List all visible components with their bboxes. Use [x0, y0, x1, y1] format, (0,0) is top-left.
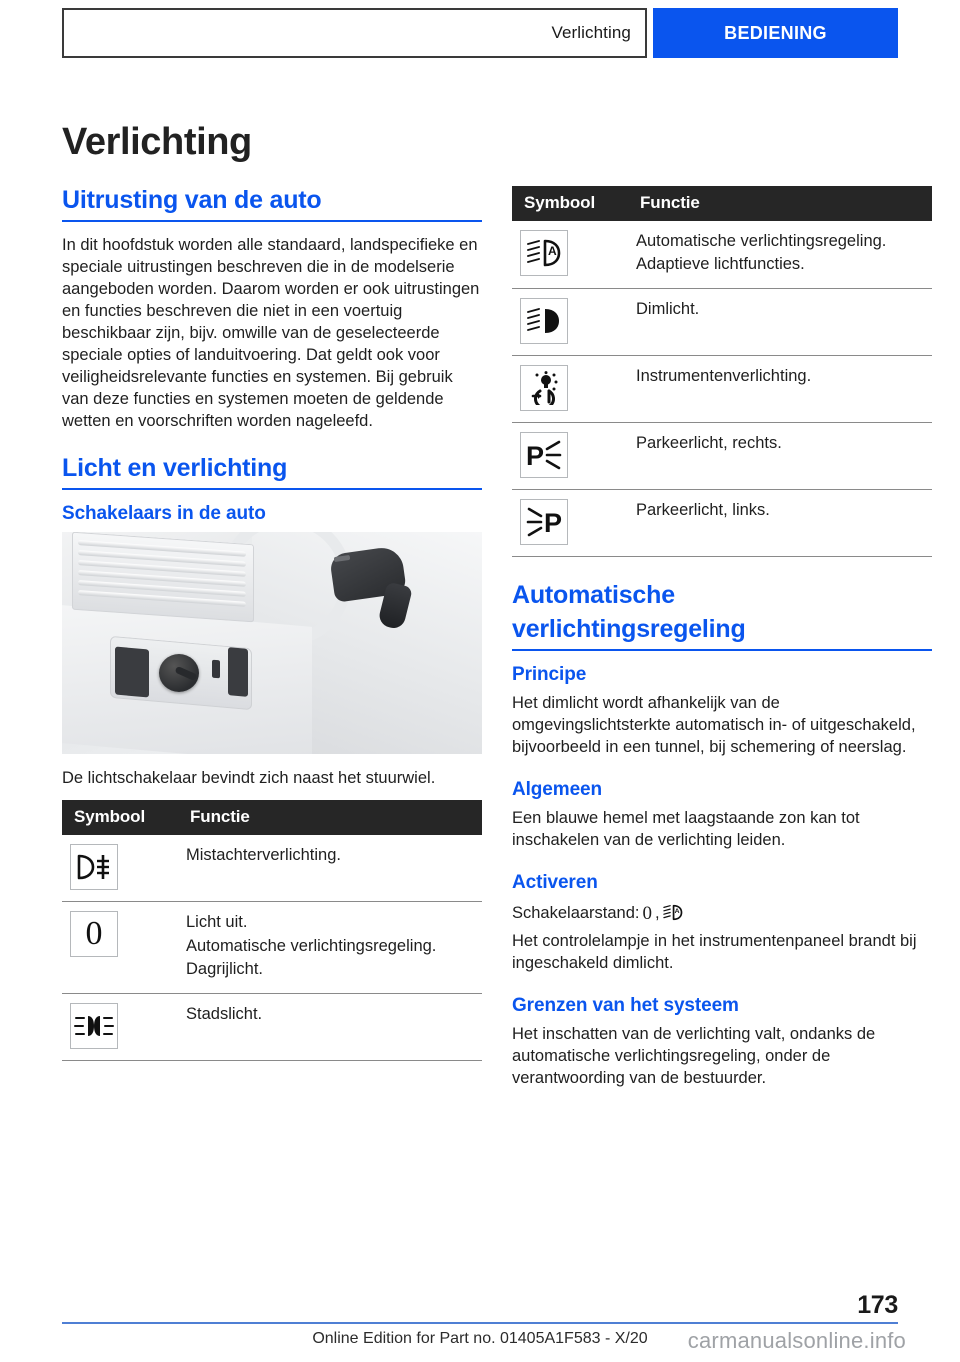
photo-switch-button-left: [115, 647, 149, 698]
function-line: Adaptieve lichtfuncties.: [636, 255, 805, 274]
low-beam-icon: [520, 298, 568, 344]
section-automatische-heading-line-2: verlichtingsregeling: [512, 614, 746, 643]
svg-text:A: A: [674, 907, 680, 915]
switch-position-label: Schakelaarstand:: [512, 903, 640, 922]
function-line: Mistachterverlichting.: [186, 846, 341, 865]
function-line: Dimlicht.: [636, 299, 700, 318]
table-row: [512, 422, 932, 489]
table-row: [62, 902, 482, 993]
table-header-row: [512, 186, 932, 221]
function-line: Licht uit.: [186, 913, 248, 932]
svg-text:P: P: [544, 507, 563, 537]
svg-text:P: P: [526, 440, 545, 470]
col-header-functie: Functie: [178, 800, 482, 835]
subsection-schakelaars-heading: Schakelaars in de auto: [62, 503, 266, 525]
watermark: carmanualsonline.info: [687, 1328, 906, 1353]
left-column: [62, 186, 482, 1061]
table-row: [62, 993, 482, 1060]
lights-off-zero-icon: 0: [642, 902, 652, 924]
table-cell-functie: [628, 288, 932, 355]
running-header-section-label: BEDIENING: [724, 22, 827, 43]
photo-caption: De lichtschakelaar bevindt zich naast het stuurwiel.: [62, 769, 436, 788]
auto-headlight-icon: [662, 904, 684, 928]
function-line: Parkeerlicht, links.: [636, 500, 770, 519]
switch-position-line: [512, 901, 932, 928]
svg-text:A: A: [548, 244, 557, 258]
table-cell-functie: [628, 221, 932, 288]
subsection-algemeen-text: Een blauwe hemel met laagstaande zon kan tot inschakelen van de verlichting leiden.: [512, 808, 860, 849]
table-row: [62, 835, 482, 902]
photo-switch-button-right: [228, 648, 248, 698]
table-row: [512, 288, 932, 355]
function-line: Automatische verlichtingsregeling.: [186, 936, 437, 955]
running-header-section-box: [653, 8, 898, 58]
auto-headlight-icon: [520, 230, 568, 276]
section-uitrusting-heading: Uitrusting van de auto: [62, 186, 322, 214]
table-cell-functie: [628, 355, 932, 422]
switch-separator: ,: [655, 903, 660, 922]
parking-sidelights-icon: [70, 1003, 118, 1049]
section-uitrusting-paragraph: In dit hoofdstuk worden alle standaard, landspecifieke en speciale uitrustingen beschreven die in de modelserie aangeboden worden. Daarom worden er ook uitrustingen en functies beschreven die niet in een voertuig beschikbaar zijn, bijv. omwille van de geselecteerde speciale opties of landuitvoering. Dat geldt ook voor veiligheidsrelevante functies en systemen. Bij gebruik van deze functies en systemen moeten de geldende wetten en voorschriften worden nageleefd.: [62, 236, 480, 430]
page-number: 173: [857, 1291, 898, 1319]
section-automatische-heading-group: [512, 581, 932, 651]
section-uitrusting-heading-group: [62, 186, 482, 222]
photo-switch-slot: [212, 660, 220, 679]
lights-off-zero-icon: [70, 911, 118, 957]
photo-air-vent: [72, 532, 254, 622]
subsection-activeren-heading: Activeren: [512, 871, 598, 893]
function-line: Instrumentenverlichting.: [636, 366, 812, 385]
function-line: Parkeerlicht, rechts.: [636, 433, 782, 452]
running-header: [62, 8, 898, 58]
right-symbol-table: [512, 186, 932, 557]
table-cell-functie: [628, 422, 932, 489]
table-row: [512, 489, 932, 556]
rear-fog-light-icon: [70, 844, 118, 890]
running-header-title: Verlichting: [551, 23, 631, 42]
col-header-symbool: Symbool: [512, 186, 628, 221]
table-cell-functie: [178, 993, 482, 1060]
subsection-activeren-text: Het controlelampje in het instrumentenpaneel brandt bij ingeschakeld dimlicht.: [512, 932, 917, 973]
section-automatische-heading-line-1: Automatische: [512, 580, 675, 609]
function-line: Dagrijlicht.: [186, 960, 264, 979]
col-header-symbool: Symbool: [62, 800, 178, 835]
table-row: [512, 221, 932, 288]
subsection-principe-text: Het dimlicht wordt afhankelijk van de omgevingslichtsterkte automatisch in- of uitgeschakeld, bijvoorbeeld in een tunnel, bij schemering of neerslag.: [512, 693, 916, 756]
function-line: Automatische verlichtingsregeling.: [636, 232, 887, 250]
table-cell-functie: [178, 902, 482, 993]
subsection-principe-heading: Principe: [512, 663, 587, 685]
subsection-grenzen-text: Het inschatten van de verlichting valt, ondanks de automatische verlichtingsregeling, onder de verantwoording van de bestuurder.: [512, 1025, 876, 1088]
parking-light-right-icon: [520, 432, 568, 478]
footer-rule: [62, 1322, 898, 1324]
function-line: Stadslicht.: [186, 1004, 263, 1023]
section-licht-heading: Licht en verlichting: [62, 454, 288, 483]
subsection-grenzen-heading: Grenzen van het systeem: [512, 995, 739, 1017]
col-header-functie: Functie: [628, 186, 932, 221]
zero-glyph: 0: [85, 915, 103, 953]
left-symbol-table: [62, 800, 482, 1060]
table-cell-functie: [628, 489, 932, 556]
right-column: [512, 186, 932, 1100]
edition-text: Online Edition for Part no. 01405A1F583 - X/20: [312, 1330, 648, 1347]
table-row: [512, 355, 932, 422]
section-licht-heading-group: [62, 454, 482, 490]
running-header-title-box: [62, 8, 647, 58]
table-cell-functie: [178, 835, 482, 902]
light-switch-photo: [62, 532, 482, 754]
parking-light-left-icon: [520, 499, 568, 545]
page-title: Verlichting: [62, 121, 252, 164]
table-header-row: [62, 800, 482, 835]
subsection-algemeen-heading: Algemeen: [512, 778, 603, 800]
instrument-lighting-icon: [520, 365, 568, 411]
